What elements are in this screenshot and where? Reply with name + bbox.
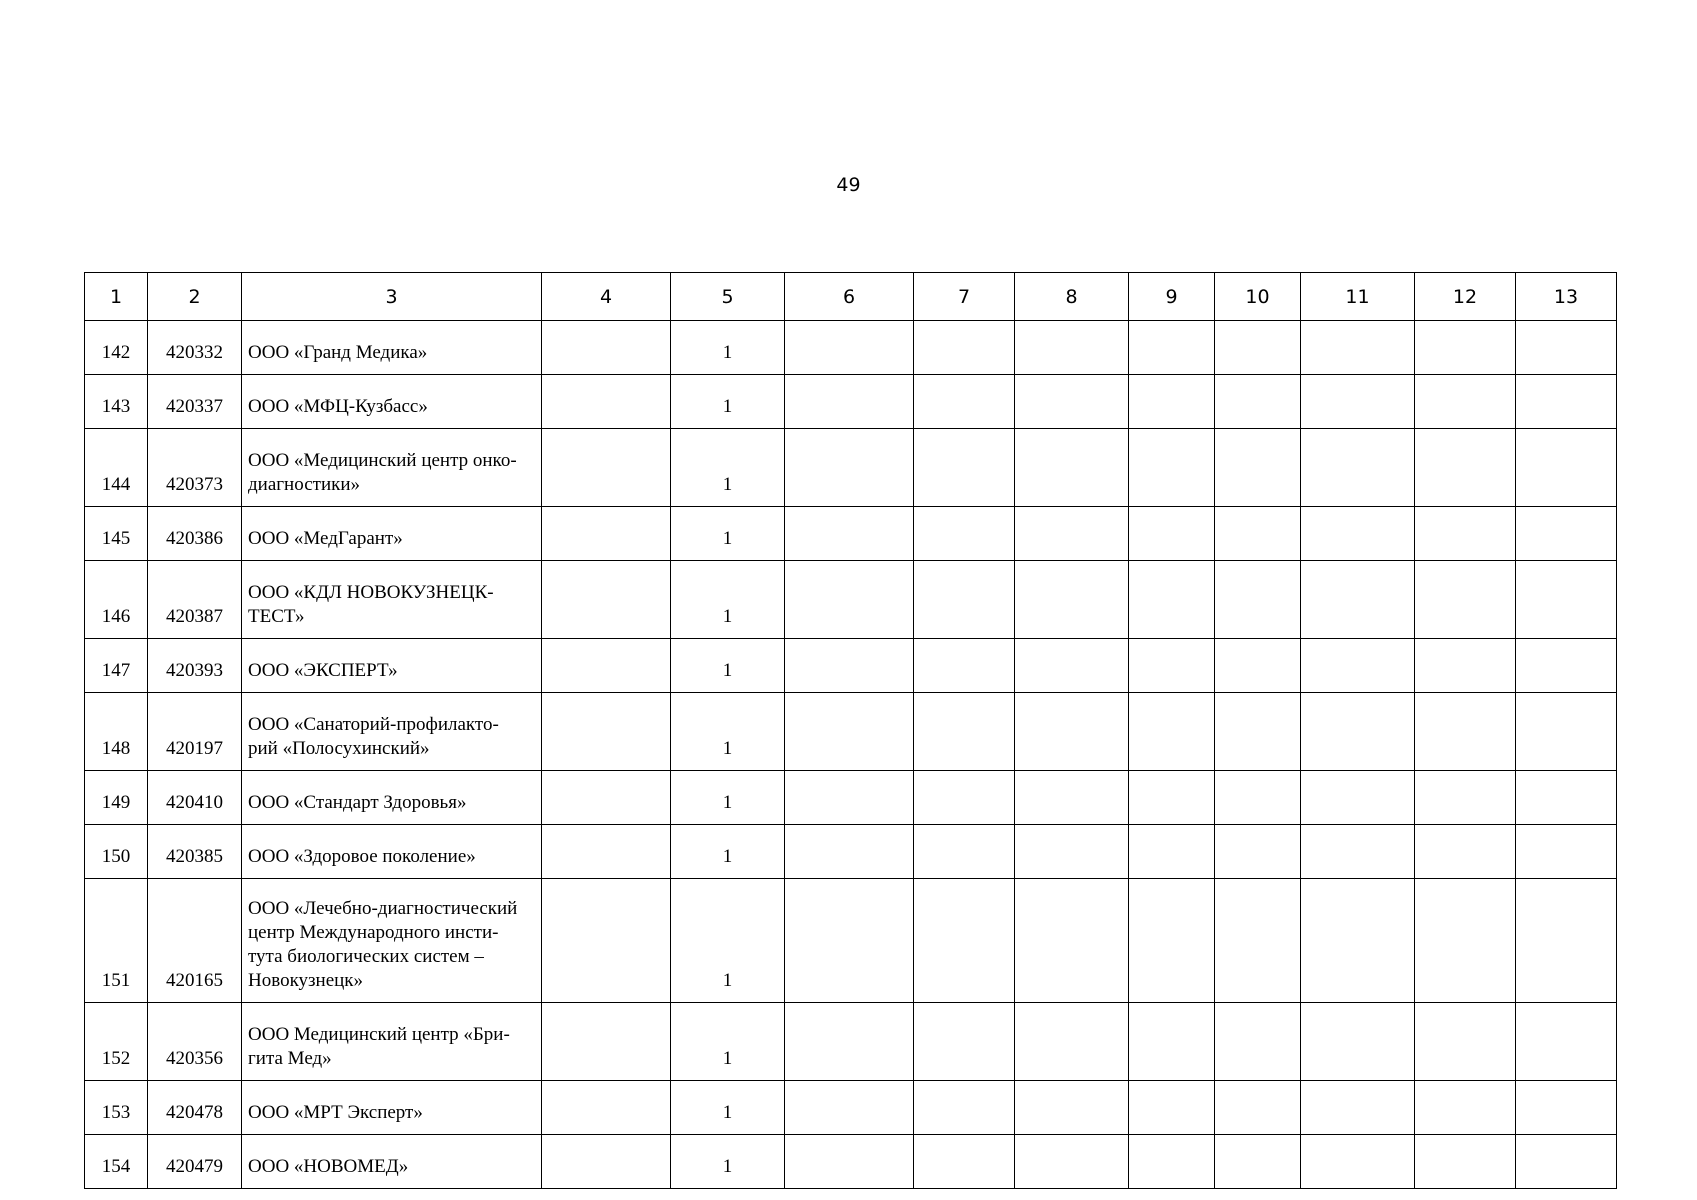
column-header: 13 — [1516, 273, 1617, 321]
row-cell-col13 — [1516, 375, 1617, 429]
column-header: 8 — [1015, 273, 1129, 321]
row-cell-col7 — [914, 693, 1015, 771]
row-cell-col4 — [542, 879, 671, 1003]
row-cell-col10 — [1215, 825, 1301, 879]
row-cell-col10 — [1215, 1081, 1301, 1135]
row-cell-col12 — [1415, 375, 1516, 429]
row-name-cell: ООО «НОВОМЕД» — [242, 1135, 542, 1189]
row-cell-col13 — [1516, 1081, 1617, 1135]
row-cell-col5: 1 — [671, 321, 785, 375]
data-table — [84, 272, 1617, 1189]
row-cell-col8 — [1015, 771, 1129, 825]
row-name-cell: ООО «Здоровое поколение» — [242, 825, 542, 879]
row-cell-col10 — [1215, 879, 1301, 1003]
row-cell-col7 — [914, 561, 1015, 639]
row-cell-col9 — [1129, 507, 1215, 561]
row-code-cell: 420332 — [148, 321, 242, 375]
row-cell-col10 — [1215, 321, 1301, 375]
row-cell-col11 — [1301, 1081, 1415, 1135]
row-number-cell: 152 — [85, 1003, 148, 1081]
row-code-cell: 420387 — [148, 561, 242, 639]
row-cell-col5: 1 — [671, 771, 785, 825]
row-cell-col10 — [1215, 693, 1301, 771]
row-cell-col9 — [1129, 1081, 1215, 1135]
row-cell-col6 — [785, 507, 914, 561]
row-cell-col8 — [1015, 693, 1129, 771]
row-number-cell: 151 — [85, 879, 148, 1003]
row-cell-col12 — [1415, 1003, 1516, 1081]
row-cell-col12 — [1415, 771, 1516, 825]
row-cell-col6 — [785, 1135, 914, 1189]
row-cell-col12 — [1415, 1081, 1516, 1135]
row-cell-col5: 1 — [671, 825, 785, 879]
row-cell-col11 — [1301, 1135, 1415, 1189]
column-header: 5 — [671, 273, 785, 321]
table-row — [85, 1003, 1617, 1081]
row-cell-col9 — [1129, 429, 1215, 507]
row-cell-col5: 1 — [671, 561, 785, 639]
row-number-cell: 153 — [85, 1081, 148, 1135]
row-cell-col11 — [1301, 507, 1415, 561]
row-name-cell: ООО «МФЦ-Кузбасс» — [242, 375, 542, 429]
row-number-cell: 142 — [85, 321, 148, 375]
row-code-cell: 420356 — [148, 1003, 242, 1081]
column-header: 2 — [148, 273, 242, 321]
row-name-cell: ООО «Медицинский центр онко- диагностики» — [242, 429, 542, 507]
table-row — [85, 771, 1617, 825]
row-cell-col13 — [1516, 693, 1617, 771]
row-cell-col7 — [914, 507, 1015, 561]
row-name-cell: ООО «Гранд Медика» — [242, 321, 542, 375]
row-code-cell: 420165 — [148, 879, 242, 1003]
row-cell-col11 — [1301, 693, 1415, 771]
row-cell-col5: 1 — [671, 1135, 785, 1189]
row-cell-col7 — [914, 879, 1015, 1003]
row-cell-col6 — [785, 639, 914, 693]
row-cell-col13 — [1516, 879, 1617, 1003]
table-row — [85, 321, 1617, 375]
row-cell-col7 — [914, 1003, 1015, 1081]
row-cell-col4 — [542, 1135, 671, 1189]
row-cell-col13 — [1516, 1135, 1617, 1189]
row-code-cell: 420410 — [148, 771, 242, 825]
row-cell-col7 — [914, 429, 1015, 507]
row-cell-col5: 1 — [671, 879, 785, 1003]
table-row — [85, 375, 1617, 429]
row-cell-col8 — [1015, 561, 1129, 639]
row-cell-col8 — [1015, 1081, 1129, 1135]
row-cell-col11 — [1301, 879, 1415, 1003]
row-code-cell: 420197 — [148, 693, 242, 771]
table-body — [85, 321, 1617, 1189]
row-code-cell: 420386 — [148, 507, 242, 561]
row-cell-col12 — [1415, 1135, 1516, 1189]
table-header-row — [85, 273, 1617, 321]
row-cell-col13 — [1516, 321, 1617, 375]
table-row — [85, 879, 1617, 1003]
row-cell-col8 — [1015, 879, 1129, 1003]
row-cell-col6 — [785, 1081, 914, 1135]
row-cell-col12 — [1415, 561, 1516, 639]
row-cell-col10 — [1215, 639, 1301, 693]
row-number-cell: 148 — [85, 693, 148, 771]
row-name-cell: ООО «Санаторий-профилакто- рий «Полосухинский» — [242, 693, 542, 771]
row-cell-col9 — [1129, 375, 1215, 429]
table-row — [85, 693, 1617, 771]
row-cell-col9 — [1129, 1003, 1215, 1081]
row-cell-col11 — [1301, 375, 1415, 429]
row-cell-col10 — [1215, 429, 1301, 507]
row-cell-col8 — [1015, 375, 1129, 429]
row-cell-col6 — [785, 771, 914, 825]
column-header: 9 — [1129, 273, 1215, 321]
row-cell-col7 — [914, 825, 1015, 879]
row-code-cell: 420385 — [148, 825, 242, 879]
row-cell-col7 — [914, 1081, 1015, 1135]
row-cell-col11 — [1301, 771, 1415, 825]
row-number-cell: 150 — [85, 825, 148, 879]
row-number-cell: 154 — [85, 1135, 148, 1189]
row-cell-col9 — [1129, 1135, 1215, 1189]
row-cell-col12 — [1415, 879, 1516, 1003]
row-cell-col9 — [1129, 639, 1215, 693]
row-cell-col8 — [1015, 1003, 1129, 1081]
row-cell-col10 — [1215, 375, 1301, 429]
row-cell-col4 — [542, 825, 671, 879]
table-row — [85, 1135, 1617, 1189]
row-cell-col7 — [914, 771, 1015, 825]
row-cell-col10 — [1215, 771, 1301, 825]
row-cell-col7 — [914, 639, 1015, 693]
row-code-cell: 420393 — [148, 639, 242, 693]
column-header: 11 — [1301, 273, 1415, 321]
row-name-cell: ООО «ЭКСПЕРТ» — [242, 639, 542, 693]
row-cell-col6 — [785, 1003, 914, 1081]
column-header: 6 — [785, 273, 914, 321]
row-code-cell: 420373 — [148, 429, 242, 507]
row-cell-col5: 1 — [671, 1003, 785, 1081]
column-header: 1 — [85, 273, 148, 321]
row-cell-col13 — [1516, 825, 1617, 879]
row-cell-col13 — [1516, 507, 1617, 561]
row-name-cell: ООО Медицинский центр «Бри- гита Мед» — [242, 1003, 542, 1081]
row-cell-col11 — [1301, 639, 1415, 693]
row-number-cell: 147 — [85, 639, 148, 693]
row-number-cell: 144 — [85, 429, 148, 507]
row-cell-col13 — [1516, 639, 1617, 693]
row-cell-col4 — [542, 1003, 671, 1081]
row-cell-col7 — [914, 375, 1015, 429]
row-cell-col4 — [542, 429, 671, 507]
row-cell-col9 — [1129, 561, 1215, 639]
column-header: 10 — [1215, 273, 1301, 321]
table-row — [85, 1081, 1617, 1135]
row-number-cell: 146 — [85, 561, 148, 639]
row-cell-col8 — [1015, 321, 1129, 375]
row-cell-col4 — [542, 375, 671, 429]
row-cell-col10 — [1215, 1135, 1301, 1189]
row-cell-col8 — [1015, 825, 1129, 879]
row-cell-col4 — [542, 693, 671, 771]
row-cell-col9 — [1129, 693, 1215, 771]
row-cell-col5: 1 — [671, 507, 785, 561]
row-cell-col5: 1 — [671, 1081, 785, 1135]
row-cell-col8 — [1015, 429, 1129, 507]
row-cell-col6 — [785, 879, 914, 1003]
row-cell-col5: 1 — [671, 639, 785, 693]
row-cell-col9 — [1129, 321, 1215, 375]
row-cell-col13 — [1516, 771, 1617, 825]
row-cell-col12 — [1415, 321, 1516, 375]
row-cell-col6 — [785, 429, 914, 507]
row-cell-col11 — [1301, 561, 1415, 639]
row-cell-col4 — [542, 639, 671, 693]
column-header: 7 — [914, 273, 1015, 321]
table-row — [85, 507, 1617, 561]
row-cell-col6 — [785, 375, 914, 429]
row-cell-col12 — [1415, 507, 1516, 561]
table-row — [85, 561, 1617, 639]
row-cell-col8 — [1015, 639, 1129, 693]
row-name-cell: ООО «Лечебно-диагностический центр Международного инсти- тута биологических систем – Новокузнецк» — [242, 879, 542, 1003]
row-code-cell: 420479 — [148, 1135, 242, 1189]
row-number-cell: 149 — [85, 771, 148, 825]
row-cell-col6 — [785, 693, 914, 771]
row-code-cell: 420337 — [148, 375, 242, 429]
row-cell-col4 — [542, 1081, 671, 1135]
row-cell-col6 — [785, 321, 914, 375]
column-header: 3 — [242, 273, 542, 321]
column-header: 12 — [1415, 273, 1516, 321]
row-cell-col5: 1 — [671, 429, 785, 507]
row-cell-col10 — [1215, 1003, 1301, 1081]
row-cell-col4 — [542, 561, 671, 639]
row-cell-col11 — [1301, 321, 1415, 375]
row-code-cell: 420478 — [148, 1081, 242, 1135]
row-cell-col10 — [1215, 507, 1301, 561]
row-cell-col9 — [1129, 879, 1215, 1003]
row-cell-col13 — [1516, 561, 1617, 639]
row-cell-col6 — [785, 561, 914, 639]
row-cell-col9 — [1129, 825, 1215, 879]
row-cell-col11 — [1301, 429, 1415, 507]
row-cell-col9 — [1129, 771, 1215, 825]
row-cell-col11 — [1301, 825, 1415, 879]
table-row — [85, 825, 1617, 879]
row-number-cell: 143 — [85, 375, 148, 429]
row-cell-col6 — [785, 825, 914, 879]
table-row — [85, 429, 1617, 507]
row-cell-col8 — [1015, 1135, 1129, 1189]
page-number: 49 — [836, 174, 861, 196]
row-cell-col4 — [542, 771, 671, 825]
row-cell-col12 — [1415, 429, 1516, 507]
row-name-cell: ООО «МРТ Эксперт» — [242, 1081, 542, 1135]
row-cell-col4 — [542, 507, 671, 561]
row-cell-col5: 1 — [671, 693, 785, 771]
row-name-cell: ООО «Стандарт Здоровья» — [242, 771, 542, 825]
row-name-cell: ООО «КДЛ НОВОКУЗНЕЦК- ТЕСТ» — [242, 561, 542, 639]
row-cell-col11 — [1301, 1003, 1415, 1081]
table-row — [85, 639, 1617, 693]
row-cell-col13 — [1516, 1003, 1617, 1081]
row-cell-col7 — [914, 1135, 1015, 1189]
column-header: 4 — [542, 273, 671, 321]
row-number-cell: 145 — [85, 507, 148, 561]
row-cell-col12 — [1415, 639, 1516, 693]
row-cell-col12 — [1415, 825, 1516, 879]
row-cell-col7 — [914, 321, 1015, 375]
row-cell-col8 — [1015, 507, 1129, 561]
row-cell-col12 — [1415, 693, 1516, 771]
row-cell-col5: 1 — [671, 375, 785, 429]
row-cell-col10 — [1215, 561, 1301, 639]
row-cell-col4 — [542, 321, 671, 375]
row-cell-col13 — [1516, 429, 1617, 507]
row-name-cell: ООО «МедГарант» — [242, 507, 542, 561]
